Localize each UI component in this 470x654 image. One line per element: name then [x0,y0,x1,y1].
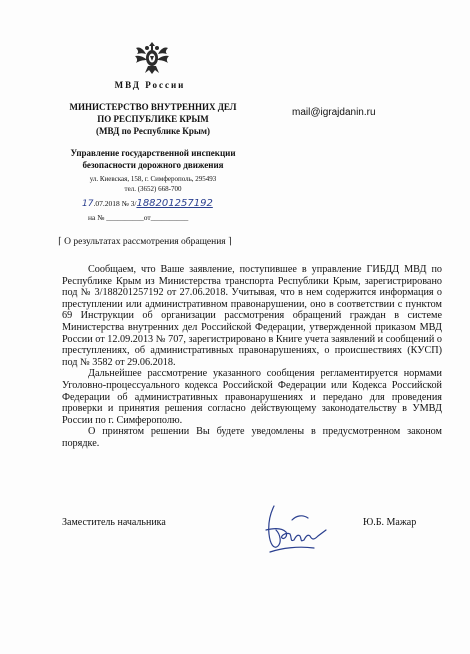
subject-text: О результатах рассмотрения обращения [64,237,226,247]
subject-bracket-right: ⌉ [228,237,232,247]
ministry-line-3: (МВД по Республике Крым) [96,126,210,136]
registration-date-printed: .07.2018 № 3/ [93,199,137,208]
ministry-line-2: ПО РЕСПУБЛИКЕ КРЫМ [97,114,209,124]
department-line-2: безопасности дорожного движения [82,160,224,170]
department-line-1: Управление государственной инспекции [70,148,236,158]
registration-day-handwritten: 17 [82,199,94,209]
address-line-1: ул. Киевская, 158, г. Симферополь, 295493 [89,175,217,183]
handwritten-signature [252,500,332,560]
recipient-email: mail@igrajdanin.ru [292,107,376,118]
letter-subject [58,236,232,247]
reference-blank: __________ [106,213,144,222]
ministry-line-1: МИНИСТЕРСТВО ВНУТРЕННИХ ДЕЛ [69,102,237,112]
signer-title: Заместитель начальника [62,517,166,528]
department-address [58,174,248,194]
reference-from-label: от [143,213,151,222]
reference-label: на № [88,213,105,222]
address-phone: тел. (3652) 668-700 [124,185,182,193]
reference-line [88,213,188,222]
ministry-name [58,101,248,137]
org-short-name: МВД России [114,80,186,90]
body-paragraph-3: О принятом решении Вы будете уведомлены в предусмотренном законом порядке. [62,426,442,449]
signer-name: Ю.Б. Мажар [363,517,417,528]
reference-from-blank: __________ [150,213,189,222]
subject-bracket-left: ⌈ [58,237,62,247]
registration-line [82,198,213,209]
registration-number-handwritten: 188201257192 [136,198,213,209]
body-paragraph-1: Сообщаем, что Ваше заявление, поступившее в управление ГИБДД МВД по Республике Крым из Министерства транспорта Республики Крым, зарегистрировано под № 3/188201257192 от 27.06.2018. Учитывая, что в нем содержится информация о преступлении или административном правонарушении, оно в соответствии с пунктом 69 Инструкции об организации рассмотрения обращений граждан в системе Министерства внутренних дел Российской Федерации, утвержденной приказом МВД России от 12.09.2013 № 707, зарегистрировано в Книге учета заявлений и сообщений о преступлениях, об административных правонарушениях, о происшествиях (КУСП) под № 3582 от 29.06.2018. [62,264,442,368]
department-name [58,147,248,171]
body-paragraph-2: Дальнейшее рассмотрение указанного сообщения регламентируется нормами Уголовно-процессуального кодекса Российской Федерации или Кодекса Российской Федерации об административных правонарушениях и передано для проведения проверки и принятия решения согласно действующему законодательству в УМВД России по г. Симферополю. [62,368,442,426]
double-headed-eagle-emblem-icon [132,36,172,76]
letter-body [62,264,442,450]
